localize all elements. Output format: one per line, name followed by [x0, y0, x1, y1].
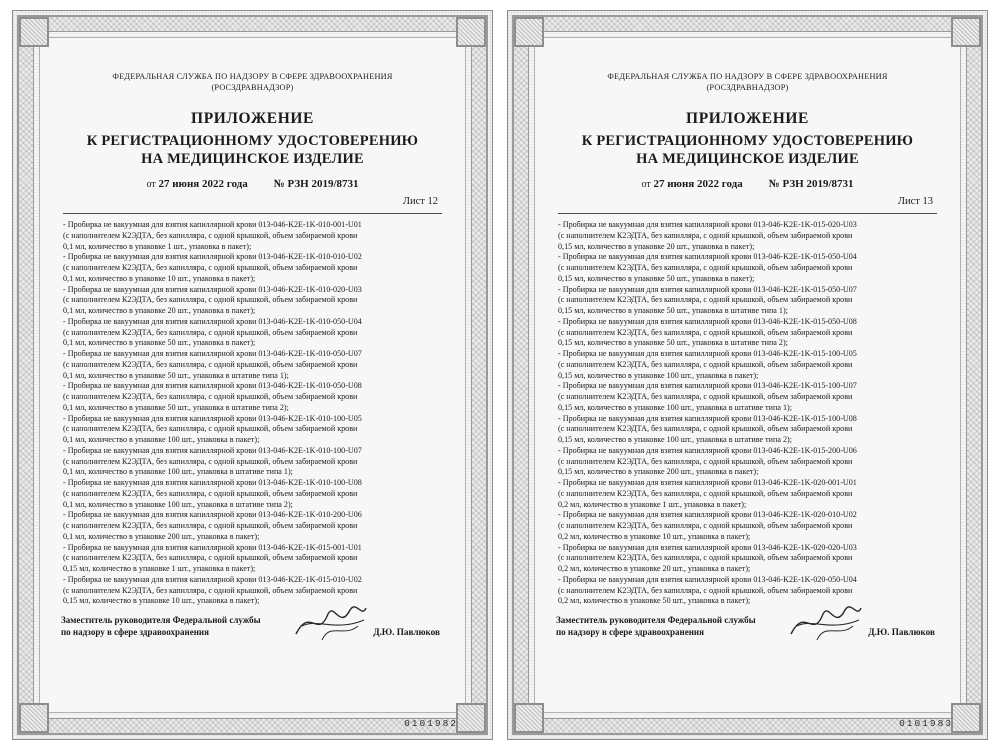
product-line	[558, 360, 937, 371]
product-line	[63, 478, 442, 489]
product-line-text: - Пробирка не вакуумная для взятия капиллярной крови 013-046-K2E-1K-020-001-U01	[558, 478, 857, 487]
product-line	[558, 295, 937, 306]
product-line	[558, 521, 937, 532]
product-line-text: 0,1 мл, количество в упаковке 10 шт., упаковка в пакет);	[63, 273, 256, 283]
product-line-text: 0,15 мл, количество в упаковке 100 шт., упаковка в штативе типа 1);	[558, 402, 792, 412]
product-line-text: - Пробирка не вакуумная для взятия капиллярной крови 013-046-K2E-1K-020-010-U02	[558, 510, 857, 520]
product-line	[558, 349, 937, 360]
title-line-1: ПРИЛОЖЕНИЕ	[191, 110, 314, 128]
product-line	[558, 435, 937, 446]
serial-number: 0101983	[899, 718, 953, 729]
authority-line-1: ФЕДЕРАЛЬНАЯ СЛУЖБА ПО НАДЗОРУ В СФЕРЕ ЗДРАВООХРАНЕНИЯ	[112, 72, 393, 81]
product-line-text: (с наполнителем К2ЭДТА, без капилляра, с одной крышкой, объем забираемой крови	[63, 392, 358, 401]
issue-date-group	[146, 178, 247, 190]
signer-title-line-1: Заместитель руководителя Федеральной службы	[556, 615, 756, 625]
product-line-text: - Пробирка не вакуумная для взятия капиллярной крови 013-046-K2E-1K-015-020-U03	[558, 220, 857, 229]
product-line-text: 0,1 мл, количество в упаковке 50 шт., упаковка в пакет);	[63, 338, 256, 348]
product-line-text: - Пробирка не вакуумная для взятия капиллярной крови 013-046-K2E-1K-015-100-U08	[558, 413, 857, 423]
product-line-text: (с наполнителем К2ЭДТА, без капилляра, с одной крышкой, объем забираемой крови	[63, 230, 358, 240]
date-prefix: от	[641, 179, 651, 190]
product-line-text: 0,1 мл, количество в упаковке 100 шт., упаковка в штативе типа 1);	[63, 467, 293, 477]
product-line-text: - Пробирка не вакуумная для взятия капиллярной крови 013-046-K2E-1K-010-100-U07	[63, 445, 362, 455]
product-line-text: (с наполнителем К2ЭДТА, без капилляра, с одной крышкой, объем забираемой крови	[558, 424, 853, 434]
product-line-text: (с наполнителем К2ЭДТА, без капилляра, с одной крышкой, объем забираемой крови	[558, 392, 853, 401]
product-line	[63, 252, 442, 263]
product-line-text: (с наполнителем К2ЭДТА, без капилляра, с одной крышкой, объем забираемой крови	[63, 295, 358, 305]
product-line-text: 0,2 мл, количество в упаковке 50 шт., упаковка в пакет);	[558, 596, 751, 606]
product-line-text: (с наполнителем К2ЭДТА, без капилляра, с одной крышкой, объем забираемой крови	[63, 359, 358, 369]
product-line	[558, 553, 937, 564]
signer-title-line-2: по надзору в сфере здравоохранения	[61, 627, 209, 638]
product-line-text: - Пробирка не вакуумная для взятия капиллярной крови 013-046-K2E-1K-015-010-U02	[63, 574, 362, 584]
product-line	[558, 381, 937, 392]
product-line	[63, 349, 442, 360]
product-line	[63, 295, 442, 306]
product-line	[63, 564, 442, 575]
product-line-text: (с наполнителем К2ЭДТА, без капилляра, с одной крышкой, объем забираемой крови	[558, 295, 853, 305]
product-line	[558, 424, 937, 435]
product-line	[558, 500, 937, 511]
signer-title-line-2: по надзору в сфере здравоохранения	[556, 627, 704, 638]
title-line-3: НА МЕДИЦИНСКОЕ ИЗДЕЛИЕ	[141, 150, 364, 167]
header-divider	[558, 213, 937, 214]
product-line	[63, 575, 442, 586]
product-line-text: 0,2 мл, количество в упаковке 20 шт., упаковка в пакет);	[558, 564, 751, 573]
authority-heading	[556, 71, 939, 93]
signature-block	[61, 614, 444, 638]
date-and-number-row	[556, 178, 939, 190]
product-line-text: - Пробирка не вакуумная для взятия капиллярной крови 013-046-K2E-1K-010-010-U02	[63, 252, 362, 262]
page-content	[43, 41, 462, 709]
product-line	[558, 596, 937, 607]
product-line	[558, 274, 937, 285]
product-line	[558, 263, 937, 274]
product-line-text: 0,2 мл, количество в упаковке 1 шт., упаковка в пакет);	[558, 499, 747, 509]
product-line-text: (с наполнителем К2ЭДТА, без капилляра, с одной крышкой, объем забираемой крови	[558, 521, 853, 530]
product-line-text: (с наполнителем К2ЭДТА, без капилляра, с одной крышкой, объем забираемой крови	[558, 585, 853, 595]
date-and-number-row	[61, 178, 444, 190]
product-line	[558, 285, 937, 296]
product-line-text: (с наполнителем К2ЭДТА, без капилляра, с одной крышкой, объем забираемой крови	[558, 488, 853, 498]
product-line	[63, 457, 442, 468]
product-line	[63, 424, 442, 435]
title-line-2: К РЕГИСТРАЦИОННОМУ УДОСТОВЕРЕНИЮ	[581, 132, 914, 149]
product-line-text: (с наполнителем К2ЭДТА, без капилляра, с одной крышкой, объем забираемой крови	[558, 456, 853, 466]
product-line	[558, 414, 937, 425]
product-line	[558, 317, 937, 328]
product-list	[556, 220, 939, 607]
product-line-text: - Пробирка не вакуумная для взятия капиллярной крови 013-046-K2E-1K-015-001-U01	[63, 542, 362, 552]
product-line-text: - Пробирка не вакуумная для взятия капиллярной крови 013-046-K2E-1K-020-020-U03	[558, 542, 857, 552]
product-line	[63, 500, 442, 511]
product-line-text: - Пробирка не вакуумная для взятия капиллярной крови 013-046-K2E-1K-010-050-U07	[63, 349, 362, 358]
sheet-label: Лист 13	[897, 196, 933, 207]
product-line-text: (с наполнителем К2ЭДТА, без капилляра, с одной крышкой, объем забираемой крови	[63, 424, 358, 434]
product-line-text: 0,1 мл, количество в упаковке 50 шт., упаковка в штативе типа 1);	[63, 370, 289, 380]
authority-line-1: ФЕДЕРАЛЬНАЯ СЛУЖБА ПО НАДЗОРУ В СФЕРЕ ЗДРАВООХРАНЕНИЯ	[607, 72, 888, 81]
authority-line-2: (РОСЗДРАВНАДЗОР)	[706, 83, 789, 93]
product-line	[63, 371, 442, 382]
product-line-text: - Пробирка не вакуумная для взятия капиллярной крови 013-046-K2E-1K-010-050-U08	[63, 381, 362, 391]
product-line	[63, 435, 442, 446]
product-line	[63, 596, 442, 607]
signature-block	[556, 614, 939, 638]
product-line	[558, 328, 937, 339]
product-line	[63, 274, 442, 285]
product-line	[558, 564, 937, 575]
product-line	[63, 521, 442, 532]
product-line	[63, 403, 442, 414]
registration-number: № РЗН 2019/8731	[768, 178, 854, 190]
product-line	[63, 489, 442, 500]
product-line-text: - Пробирка не вакуумная для взятия капиллярной крови 013-046-K2E-1K-010-100-U05	[63, 413, 362, 423]
product-line-text: 0,1 мл, количество в упаковке 20 шт., упаковка в пакет);	[63, 306, 256, 315]
product-line-text: - Пробирка не вакуумная для взятия капиллярной крови 013-046-K2E-1K-015-050-U08	[558, 316, 857, 326]
product-line	[63, 553, 442, 564]
product-line-text: (с наполнителем К2ЭДТА, без капилляра, с одной крышкой, объем забираемой крови	[63, 553, 358, 563]
product-line-text: (с наполнителем К2ЭДТА, без капилляра, с одной крышкой, объем забираемой крови	[63, 263, 358, 272]
signer-name: Д.Ю. Павлюков	[373, 626, 440, 637]
product-line	[558, 220, 937, 231]
product-line	[63, 392, 442, 403]
authority-line-2: (РОСЗДРАВНАДЗОР)	[211, 83, 294, 93]
product-line-text: (с наполнителем К2ЭДТА, без капилляра, с одной крышкой, объем забираемой крови	[558, 553, 853, 563]
product-line-text: 0,2 мл, количество в упаковке 10 шт., упаковка в пакет);	[558, 531, 751, 541]
product-line	[63, 285, 442, 296]
product-line	[63, 220, 442, 231]
product-line	[558, 457, 937, 468]
product-line	[63, 317, 442, 328]
product-line	[63, 360, 442, 371]
product-line-text: - Пробирка не вакуумная для взятия капиллярной крови 013-046-K2E-1K-020-050-U04	[558, 574, 857, 584]
product-line-text: (с наполнителем К2ЭДТА, без капилляра, с одной крышкой, объем забираемой крови	[558, 263, 853, 272]
product-line-text: - Пробирка не вакуумная для взятия капиллярной крови 013-046-K2E-1K-010-001-U01	[63, 220, 362, 229]
product-line-text: (с наполнителем К2ЭДТА, без капилляра, с одной крышкой, объем забираемой крови	[558, 359, 853, 369]
signer-title-line-1: Заместитель руководителя Федеральной службы	[61, 615, 261, 625]
product-line-text: (с наполнителем К2ЭДТА, без капилляра, с одной крышкой, объем забираемой крови	[558, 230, 853, 240]
product-line	[558, 306, 937, 317]
product-line	[63, 446, 442, 457]
product-line-text: (с наполнителем К2ЭДТА, без капилляра, с одной крышкой, объем забираемой крови	[63, 488, 358, 498]
sheet-label: Лист 12	[402, 196, 438, 207]
product-line-text: 0,1 мл, количество в упаковке 1 шт., упаковка в пакет);	[63, 241, 252, 251]
product-line	[63, 414, 442, 425]
product-line-text: - Пробирка не вакуумная для взятия капиллярной крови 013-046-K2E-1K-015-050-U07	[558, 284, 857, 294]
product-line-text: 0,15 мл, количество в упаковке 100 шт., упаковка в штативе типа 2);	[558, 435, 792, 444]
document-title	[556, 109, 939, 168]
product-line-text: - Пробирка не вакуумная для взятия капиллярной крови 013-046-K2E-1K-010-020-U03	[63, 284, 362, 294]
product-line	[558, 446, 937, 457]
signer-name: Д.Ю. Павлюков	[868, 626, 935, 637]
product-line-text: - Пробирка не вакуумная для взятия капиллярной крови 013-046-K2E-1K-010-100-U08	[63, 478, 362, 487]
product-line	[63, 242, 442, 253]
product-line-text: 0,15 мл, количество в упаковке 200 шт., упаковка в пакет);	[558, 467, 759, 477]
product-line-text: (с наполнителем К2ЭДТА, без капилляра, с одной крышкой, объем забираемой крови	[558, 327, 853, 337]
issue-date: 27 июня 2022 года	[158, 178, 248, 190]
product-line	[63, 467, 442, 478]
product-line	[558, 403, 937, 414]
authority-heading	[61, 71, 444, 93]
product-line-text: - Пробирка не вакуумная для взятия капиллярной крови 013-046-K2E-1K-015-100-U05	[558, 349, 857, 358]
product-line	[558, 575, 937, 586]
product-line-text: - Пробирка не вакуумная для взятия капиллярной крови 013-046-K2E-1K-010-200-U06	[63, 510, 362, 520]
page-content	[538, 41, 957, 709]
product-line-text: 0,15 мл, количество в упаковке 50 шт., упаковка в штативе типа 2);	[558, 338, 788, 348]
product-line	[558, 532, 937, 543]
product-line	[558, 489, 937, 500]
product-line-text: 0,15 мл, количество в упаковке 20 шт., упаковка в пакет);	[558, 241, 755, 251]
product-line	[63, 381, 442, 392]
product-line	[558, 392, 937, 403]
product-line-text: 0,15 мл, количество в упаковке 1 шт., упаковка в пакет);	[63, 564, 256, 573]
signer-title	[61, 614, 261, 638]
product-line	[558, 586, 937, 597]
product-line	[558, 242, 937, 253]
signer-title	[556, 614, 756, 638]
product-line-text: 0,15 мл, количество в упаковке 10 шт., упаковка в пакет);	[63, 596, 260, 606]
product-line	[558, 371, 937, 382]
product-line-text: 0,15 мл, количество в упаковке 50 шт., упаковка в пакет);	[558, 273, 755, 283]
product-line-text: 0,15 мл, количество в упаковке 50 шт., упаковка в штативе типа 1);	[558, 306, 788, 315]
registration-number: № РЗН 2019/8731	[273, 178, 359, 190]
product-line-text: (с наполнителем К2ЭДТА, без капилляра, с одной крышкой, объем забираемой крови	[63, 521, 358, 530]
product-line-text: 0,1 мл, количество в упаковке 200 шт., упаковка в пакет);	[63, 531, 260, 541]
product-line-text: - Пробирка не вакуумная для взятия капиллярной крови 013-046-K2E-1K-010-050-U04	[63, 316, 362, 326]
product-line-text: 0,1 мл, количество в упаковке 50 шт., упаковка в штативе типа 2);	[63, 402, 289, 412]
certificate-page-1	[12, 10, 493, 740]
product-line	[63, 510, 442, 521]
issue-date: 27 июня 2022 года	[653, 178, 743, 190]
title-line-1: ПРИЛОЖЕНИЕ	[686, 110, 809, 128]
product-line-text: (с наполнителем К2ЭДТА, без капилляра, с одной крышкой, объем забираемой крови	[63, 456, 358, 466]
issue-date-group	[641, 178, 742, 190]
serial-number: 0101982	[404, 718, 458, 729]
title-line-3: НА МЕДИЦИНСКОЕ ИЗДЕЛИЕ	[636, 150, 859, 167]
date-prefix: от	[146, 179, 156, 190]
product-line	[558, 543, 937, 554]
product-line-text: - Пробирка не вакуумная для взятия капиллярной крови 013-046-K2E-1K-015-100-U07	[558, 381, 857, 391]
product-list	[61, 220, 444, 607]
product-line-text: 0,1 мл, количество в упаковке 100 шт., упаковка в штативе типа 2);	[63, 499, 293, 509]
product-line	[558, 510, 937, 521]
product-line	[558, 231, 937, 242]
product-line-text: (с наполнителем К2ЭДТА, без капилляра, с одной крышкой, объем забираемой крови	[63, 585, 358, 595]
product-line	[63, 586, 442, 597]
product-line	[558, 252, 937, 263]
product-line-text: 0,1 мл, количество в упаковке 100 шт., упаковка в пакет);	[63, 435, 260, 444]
product-line-text: (с наполнителем К2ЭДТА, без капилляра, с одной крышкой, объем забираемой крови	[63, 327, 358, 337]
product-line	[63, 532, 442, 543]
product-line	[63, 231, 442, 242]
product-line	[558, 467, 937, 478]
product-line	[63, 306, 442, 317]
document-title	[61, 109, 444, 168]
header-divider	[63, 213, 442, 214]
product-line	[558, 478, 937, 489]
product-line-text: 0,15 мл, количество в упаковке 100 шт., упаковка в пакет);	[558, 370, 759, 380]
product-line	[63, 338, 442, 349]
product-line	[558, 338, 937, 349]
product-line-text: - Пробирка не вакуумная для взятия капиллярной крови 013-046-K2E-1K-015-200-U06	[558, 445, 857, 455]
product-line	[63, 263, 442, 274]
product-line-text: - Пробирка не вакуумная для взятия капиллярной крови 013-046-K2E-1K-015-050-U04	[558, 252, 857, 262]
product-line	[63, 543, 442, 554]
certificate-page-2	[507, 10, 988, 740]
product-line	[63, 328, 442, 339]
title-line-2: К РЕГИСТРАЦИОННОМУ УДОСТОВЕРЕНИЮ	[86, 132, 419, 149]
